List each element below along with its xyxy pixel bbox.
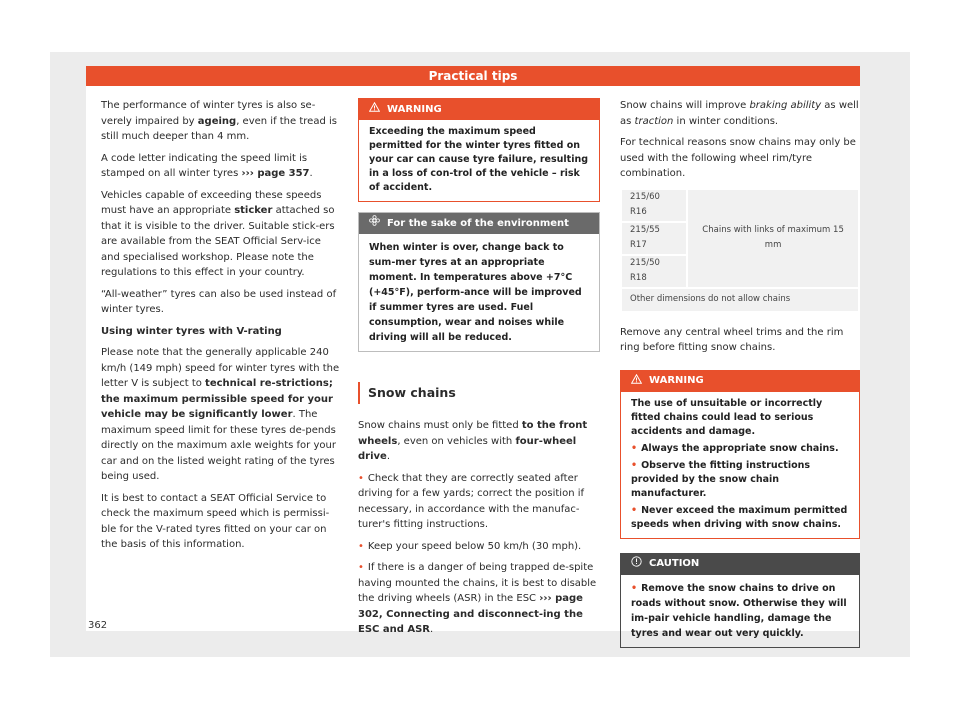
table-cell: Other dimensions do not allow chains xyxy=(621,288,859,312)
paragraph: Snow chains will improve braking ability as well as traction in winter conditions. xyxy=(620,100,859,127)
tyre-table xyxy=(620,188,860,313)
table-row xyxy=(621,189,859,222)
paragraph: Remove any central wheel trims and the rim ring before fitting snow chains. xyxy=(620,326,844,353)
page-link[interactable]: ››› page 302, Connecting and disconnect-ing the ESC and ASR xyxy=(358,593,583,635)
column-1 xyxy=(101,98,341,559)
paragraph: It is best to contact a SEAT Official Service to check the maximum speed which is permissi-ble for the V-rated tyres fitted on your car on the basis of this information. xyxy=(101,492,330,550)
list-item: • If there is a danger of being trapped de-spite having mounted the chains, it is best to disable the driving wheels (ASR) in the ESC ››› page 302, Connecting and disconnect-ing the ESC and ASR. xyxy=(358,560,600,638)
warning-triangle-icon xyxy=(369,102,380,117)
paragraph: A code letter indicating the speed limit is stamped on all winter tyres ››› page 357. xyxy=(101,152,313,179)
environment-text: When winter is over, change back to sum-mer tyres at an appropriate moment. In temperatures above +7°C (+45°F), perform-ance will be improved if summer tyres are used. Fuel consumption, wear and noises while driving will all be reduced. xyxy=(369,242,582,343)
column-3 xyxy=(620,98,860,648)
warning-triangle-icon xyxy=(631,374,642,389)
caution-box xyxy=(620,553,860,648)
warning-text: Exceeding the maximum speed permitted for the winter tyres fitted on your car can cause tyre failure, resulting in a loss of con-trol of the vehicle – risk of accident. xyxy=(369,126,589,193)
list-item: • Check that they are correctly seated after driving for a few yards; correct the position if necessary, in accordance with the manufac-turer's fitting instructions. xyxy=(358,471,600,533)
warning-header: WARNING xyxy=(359,99,599,120)
caution-header: CAUTION xyxy=(621,554,859,575)
list-item: • Keep your speed below 50 km/h (30 mph). xyxy=(358,539,600,555)
table-cell: Chains with links of maximum 15 mm xyxy=(687,189,859,288)
page-link[interactable]: ››› page 357 xyxy=(241,168,310,179)
paragraph: “All-weather” tyres can also be used instead of winter tyres. xyxy=(101,288,337,315)
list-item: • Always the appropriate snow chains. xyxy=(631,442,849,456)
section-title: Snow chains xyxy=(358,382,600,404)
environment-box xyxy=(358,212,600,352)
warning-box xyxy=(620,370,860,539)
paragraph: Vehicles capable of exceeding these speeds must have an appropriate sticker attached so that it is visible to the driver. Suitable stick-ers are available from the SEAT Official Serv-ice and specialised workshop. Please note the regulations to this effect in your country. xyxy=(101,189,335,278)
info-circle-icon xyxy=(631,556,642,573)
list-item: • Never exceed the maximum permitted speeds when driving with snow chains. xyxy=(631,504,849,532)
table-row xyxy=(621,288,859,312)
table-cell: 215/55 R17 xyxy=(621,222,687,255)
paragraph: Please note that the generally applicable 240 km/h (149 mph) speed for winter tyres with the letter V is subject to technical re-strictions; the maximum permissible speed for your vehicle may be significantly lower. The maximum speed limit for these tyres de-pends directly on the maximum axle weights for your car and on the listed weight rating of the tyres being used. xyxy=(101,347,340,482)
table-cell: 215/50 R18 xyxy=(621,255,687,288)
table-cell: 215/60 R16 xyxy=(621,189,687,222)
column-2 xyxy=(358,98,600,644)
flower-icon xyxy=(369,215,380,232)
page-number: 362 xyxy=(88,620,108,631)
paragraph: Snow chains must only be fitted to the front wheels, even on vehicles with four-wheel drive. xyxy=(358,420,588,462)
page-header: Practical tips xyxy=(86,66,860,86)
list-item: • Remove the snow chains to drive on roads without snow. Otherwise they will im-pair vehicle handling, damage the tyres and wear out very quickly. xyxy=(631,581,849,641)
warning-header: WARNING xyxy=(621,371,859,392)
subheading: Using winter tyres with V-rating xyxy=(101,325,282,337)
paragraph: The performance of winter tyres is also se-verely impaired by ageing, even if the tread is still much deeper than 4 mm. xyxy=(101,100,337,142)
warning-text: The use of unsuitable or incorrectly fitted chains could lead to serious accidents and damage. xyxy=(631,397,823,437)
paragraph: For technical reasons snow chains may only be used with the following wheel rim/tyre combination. xyxy=(620,137,856,179)
environment-header: For the sake of the environment xyxy=(359,213,599,234)
list-item: • Observe the fitting instructions provided by the snow chain manufacturer. xyxy=(631,459,849,501)
warning-box xyxy=(358,98,600,202)
